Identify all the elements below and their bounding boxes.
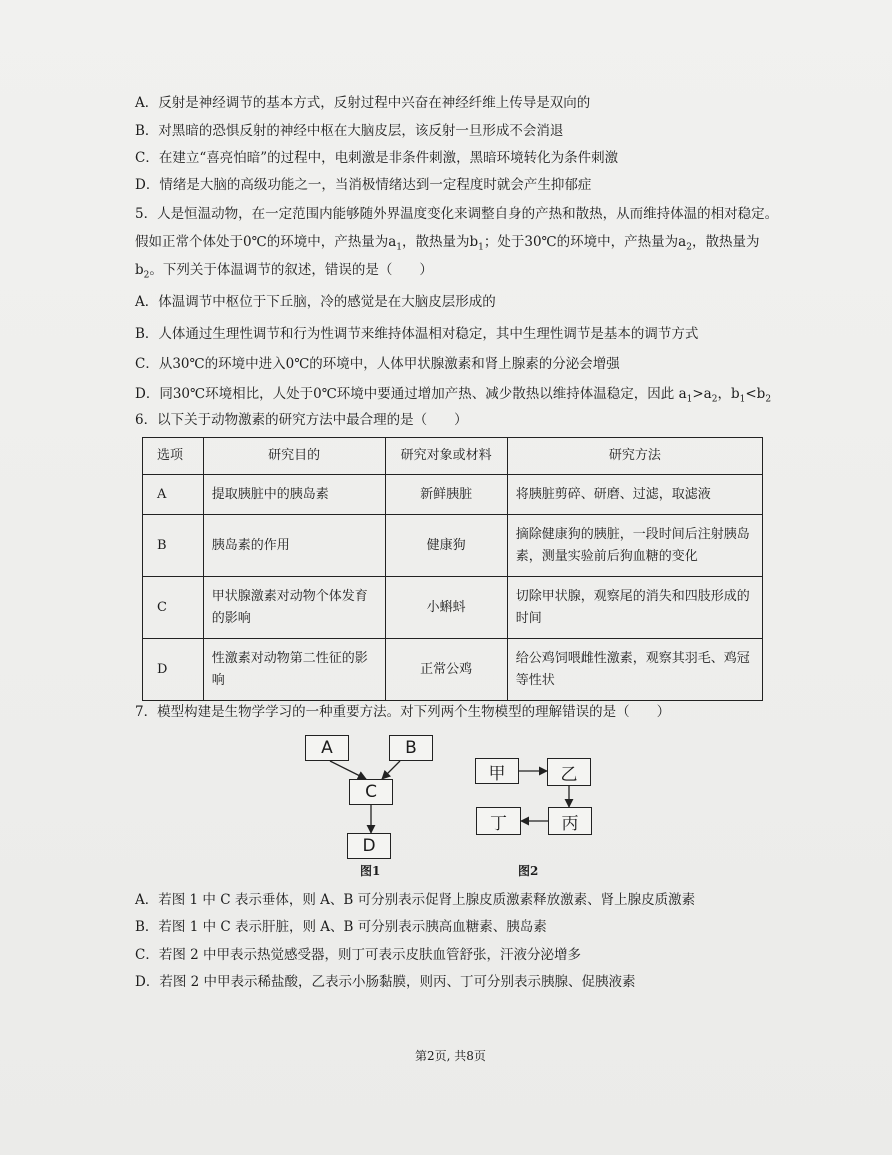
row-method: 将胰脏剪碎、研磨、过滤，取滤液 (507, 475, 762, 515)
q5-option-d: D．同30℃环境相比，人处于0℃环境中要通过增加产热、减少散热以维持体温稳定，因此 $a_1>a_2$，$b_1<b_2$ (135, 386, 772, 405)
row-object: 新鲜胰脏 (385, 475, 507, 515)
row-option: B (143, 515, 204, 577)
row-aim: 胰岛素的作用 (203, 515, 385, 577)
arrow-b-to-c (382, 761, 400, 779)
header-object: 研究对象或材料 (385, 438, 507, 475)
row-option: D (143, 639, 204, 701)
q5-option-c: C．从30℃的环境中进入0℃的环境中，人体甲状腺激素和肾上腺素的分泌会增强 (135, 356, 620, 372)
q4-option-c: C．在建立“喜亮怕暗”的过程中，电刺激是非条件刺激，黑暗环境转化为条件刺激 (135, 150, 619, 166)
fig2-box-jia: 甲 (475, 758, 519, 784)
row-method: 切除甲状腺，观察尾的消失和四肢形成的时间 (507, 577, 762, 639)
row-object: 正常公鸡 (385, 639, 507, 701)
q6-stem: 6．以下关于动物激素的研究方法中最合理的是（ ） (135, 412, 468, 428)
row-method: 给公鸡饲喂雌性激素，观察其羽毛、鸡冠等性状 (507, 639, 762, 701)
q5-stem-line2: 假如正常个体处于0℃的环境中，产热量为$a_1$，散热量为$b_1$；处于30℃的环境中，产热量为$a_2$，散热量为 (135, 234, 760, 253)
figure1-caption: 图1 (360, 864, 381, 878)
page-footer: 第2页, 共8页 (415, 1049, 486, 1063)
q7-option-a: A．若图 1 中 C 表示垂体，则 A、B 可分别表示促肾上腺皮质激素释放激素、肾上腺皮质激素 (135, 892, 696, 908)
q4-option-d: D．情绪是大脑的高级功能之一，当消极情绪达到一定程度时就会产生抑郁症 (135, 177, 592, 193)
fig1-box-d: D (347, 833, 391, 859)
q5-option-a: A．体温调节中枢位于下丘脑，冷的感觉是在大脑皮层形成的 (135, 294, 496, 310)
fig2-box-ding: 丁 (476, 807, 521, 835)
q7-option-c: C．若图 2 中甲表示热觉感受器，则丁可表示皮肤血管舒张，汗液分泌增多 (135, 947, 582, 963)
header-aim: 研究目的 (203, 438, 385, 475)
row-object: 健康狗 (385, 515, 507, 577)
fig2-box-yi: 乙 (547, 758, 591, 786)
fig1-box-a: A (305, 735, 349, 761)
arrow-a-to-c (330, 761, 366, 779)
row-aim: 提取胰脏中的胰岛素 (203, 475, 385, 515)
q5-stem-line3: $b_2$。下列关于体温调节的叙述，错误的是（ ） (135, 262, 433, 281)
row-aim: 甲状腺激素对动物个体发育的影响 (203, 577, 385, 639)
row-aim: 性激素对动物第二性征的影响 (203, 639, 385, 701)
q7-option-d: D．若图 2 中甲表示稀盐酸，乙表示小肠黏膜，则丙、丁可分别表示胰腺、促胰液素 (135, 974, 636, 990)
q4-option-a: A．反射是神经调节的基本方式，反射过程中兴奋在神经纤维上传导是双向的 (135, 95, 591, 111)
q7-stem: 7．模型构建是生物学学习的一种重要方法。对下列两个生物模型的理解错误的是（ ） (135, 704, 671, 720)
fig2-box-bing: 丙 (548, 807, 592, 835)
q7-option-b: B．若图 1 中 C 表示肝脏，则 A、B 可分别表示胰高血糖素、胰岛素 (135, 919, 547, 935)
row-option: C (143, 577, 204, 639)
header-option: 选项 (143, 438, 204, 475)
row-option: A (143, 475, 204, 515)
row-method: 摘除健康狗的胰脏，一段时间后注射胰岛素，测量实验前后狗血糖的变化 (507, 515, 762, 577)
header-method: 研究方法 (507, 438, 762, 475)
q4-option-b: B．对黑暗的恐惧反射的神经中枢在大脑皮层，该反射一旦形成不会消退 (135, 123, 564, 139)
fig1-box-b: B (389, 735, 433, 761)
q5-option-b: B．人体通过生理性调节和行为性调节来维持体温相对稳定，其中生理性调节是基本的调节方式 (135, 326, 699, 342)
fig1-box-c: C (349, 779, 393, 805)
q5-stem-line1: 5．人是恒温动物，在一定范围内能够随外界温度变化来调整自身的产热和散热，从而维持体温的相对稳定。 (135, 206, 779, 222)
row-object: 小蝌蚪 (385, 577, 507, 639)
figure2-caption: 图2 (518, 864, 539, 878)
